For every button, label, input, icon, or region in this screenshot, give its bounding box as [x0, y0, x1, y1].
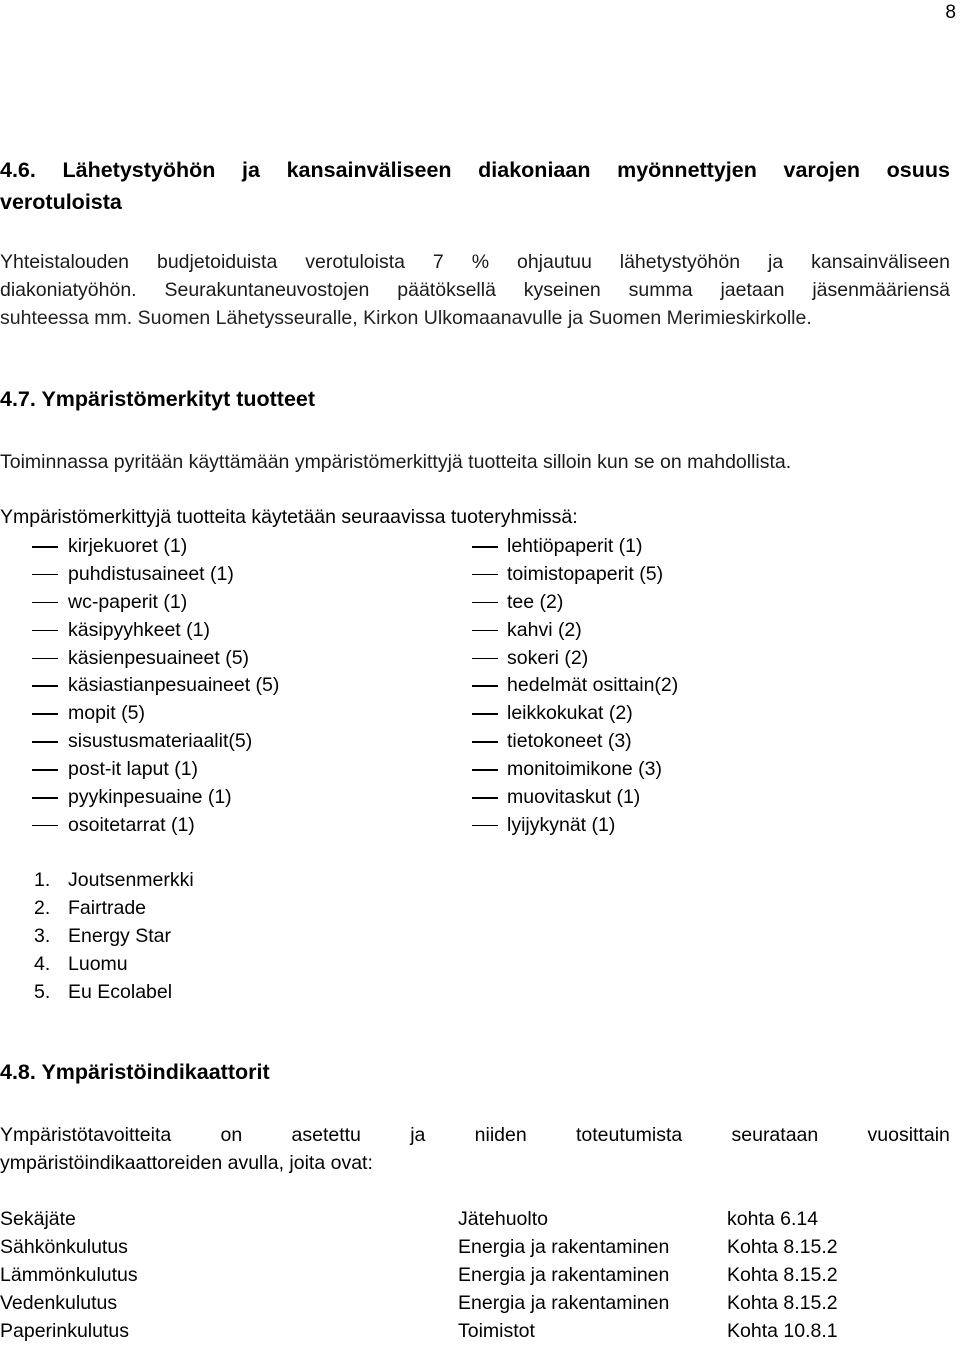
indicator-area: Toimistot [458, 1320, 535, 1342]
list-item: wc-paperit (1) [68, 590, 188, 613]
indicator-ref: kohta 6.14 [727, 1208, 819, 1230]
heading-word: myönnettyjen [617, 158, 757, 182]
section-4-6-paragraph [0, 248, 950, 332]
indicator-area: Jätehuolto [458, 1208, 548, 1230]
indicator-area: Energia ja rakentaminen [458, 1264, 670, 1286]
indicator-name: Lämmönkulutus [0, 1264, 138, 1286]
indicator-ref: Kohta 8.15.2 [727, 1236, 838, 1258]
heading-word: Lähetystyöhön [62, 158, 216, 182]
list-item: lyijykynät (1) [507, 813, 616, 836]
heading-word: osuus [886, 158, 950, 182]
dash-bullet-icon [32, 741, 58, 743]
paragraph-word: vuosittain [867, 1124, 950, 1146]
dash-bullet-icon [472, 685, 498, 687]
ecolabel-name: Fairtrade [68, 897, 147, 919]
list-row [0, 811, 960, 839]
paragraph-word: Ympäristötavoitteita [0, 1124, 172, 1146]
heading-word: diakoniaan [478, 158, 591, 182]
dash-bullet-icon [32, 713, 58, 715]
indicator-ref: Kohta 10.8.1 [727, 1320, 838, 1342]
table-row [0, 1289, 960, 1317]
indicator-name: Sähkönkulutus [0, 1236, 128, 1258]
paragraph-word: Yhteistalouden [0, 251, 130, 273]
dash-bullet-icon [472, 574, 498, 576]
paragraph-word: jäsenmääriensä [812, 279, 950, 301]
paragraph-word: päätöksellä [397, 279, 496, 301]
list-item: puhdistusaineet (1) [68, 562, 234, 585]
list-item: hedelmät osittain(2) [507, 674, 679, 697]
list-item: kahvi (2) [507, 618, 582, 641]
dash-bullet-icon [472, 630, 498, 632]
list-item: käsienpesuaineet (5) [68, 646, 250, 669]
ecolabel-name: Luomu [68, 953, 128, 975]
paragraph-word: % [471, 251, 490, 273]
heading-word: varojen [783, 158, 860, 182]
list-number: 1. [34, 869, 51, 891]
list-row [0, 560, 960, 588]
section-4-7-heading: 4.7. Ympäristömerkityt tuotteet [0, 387, 316, 411]
paragraph-word: verotuloista [305, 251, 405, 273]
indicator-table [0, 1205, 960, 1345]
list-item: sisustusmateriaalit(5) [68, 730, 253, 753]
heading-word: kansainväliseen [286, 158, 452, 182]
dash-bullet-icon [472, 769, 498, 771]
heading-word: 4.6. [0, 158, 36, 182]
list-item: käsiastianpesuaineet (5) [68, 674, 280, 697]
paragraph-word: ja [410, 1124, 426, 1146]
indicator-ref: Kohta 8.15.2 [727, 1264, 838, 1286]
dash-bullet-icon [32, 574, 58, 576]
dash-bullet-icon [32, 797, 58, 799]
dash-bullet-icon [472, 713, 498, 715]
paragraph-word: niiden [474, 1124, 527, 1146]
section-4-7-intro: Toiminnassa pyritään käyttämään ympäristömerkittyjä tuotteita silloin kun se on mahdollista. [0, 451, 792, 473]
section-4-8-paragraph [0, 1121, 950, 1177]
heading-word: ja [242, 158, 260, 182]
list-item: tietokoneet (3) [507, 730, 632, 753]
dash-bullet-icon [472, 797, 498, 799]
paragraph-word: kyseinen [523, 279, 601, 301]
dash-bullet-icon [472, 658, 498, 660]
ecolabel-name: Eu Ecolabel [68, 981, 173, 1003]
paragraph-word: Seurakuntaneuvostojen [164, 279, 370, 301]
dash-bullet-icon [32, 769, 58, 771]
list-row [0, 532, 960, 560]
list-number: 2. [34, 897, 51, 919]
ecolabel-name: Energy Star [68, 925, 171, 947]
paragraph-word: summa [628, 279, 693, 301]
list-item: tee (2) [507, 590, 564, 613]
list-item: lehtiöpaperit (1) [507, 535, 643, 557]
list-row [0, 671, 960, 699]
list-item: sokeri (2) [507, 646, 589, 669]
dash-bullet-icon [472, 602, 498, 604]
paragraph-word: lähetystyöhön [619, 251, 741, 273]
paragraph-word: budjetoiduista [156, 251, 278, 273]
table-row [0, 1261, 960, 1289]
list-item: osoitetarrat (1) [68, 813, 195, 836]
paragraph-word: 7 [432, 251, 444, 273]
dash-bullet-icon [32, 658, 58, 660]
indicator-name: Sekäjäte [0, 1208, 76, 1230]
ecolabel-name: Joutsenmerkki [68, 869, 194, 891]
indicator-name: Vedenkulutus [0, 1292, 118, 1314]
product-group-list [0, 532, 960, 839]
dash-bullet-icon [472, 741, 498, 743]
list-item: käsipyyhkeet (1) [68, 618, 210, 641]
table-row [0, 1205, 960, 1233]
list-row [0, 727, 960, 755]
list-number: 5. [34, 981, 51, 1003]
paragraph-word: on [220, 1124, 243, 1146]
heading-line-1 [0, 154, 950, 186]
paragraph-line-1 [0, 1121, 950, 1149]
list-item: toimistopaperit (5) [507, 562, 664, 585]
list-item: muovitaskut (1) [507, 786, 641, 809]
list-row [0, 699, 960, 727]
paragraph-word: asetettu [291, 1124, 361, 1146]
paragraph-word: seurataan [731, 1124, 819, 1146]
dash-bullet-icon [32, 546, 58, 548]
dash-bullet-icon [32, 825, 58, 827]
paragraph-word: ja [768, 251, 784, 273]
list-item: mopit (5) [68, 702, 145, 725]
list-item: monitoimikone (3) [507, 758, 662, 781]
list-number: 4. [34, 953, 51, 975]
list-row [0, 616, 960, 644]
product-groups-intro: Ympäristömerkittyjä tuotteita käytetään seuraavissa tuoteryhmissä: [0, 506, 578, 528]
table-row [0, 1317, 960, 1345]
heading-line-2: verotuloista [0, 190, 122, 214]
paragraph-line-3: suhteessa mm. Suomen Lähetysseuralle, Kirkon Ulkomaanavulle ja Suomen Merimieskirkolle. [0, 307, 812, 329]
dash-bullet-icon [32, 685, 58, 687]
list-item: kirjekuoret (1) [68, 535, 188, 557]
section-4-6-heading [0, 154, 950, 218]
page-number: 8 [945, 2, 956, 23]
paragraph-word: toteutumista [575, 1124, 683, 1146]
list-row [0, 755, 960, 783]
list-item: leikkokukat (2) [507, 702, 633, 725]
table-row [0, 1233, 960, 1261]
paragraph-word: kansainväliseen [811, 251, 950, 273]
list-row [0, 783, 960, 811]
paragraph-line-1 [0, 248, 950, 276]
paragraph-line-2: ympäristöindikaattoreiden avulla, joita ovat: [0, 1152, 373, 1174]
list-item: post-it laput (1) [68, 758, 199, 781]
indicator-area: Energia ja rakentaminen [458, 1292, 670, 1314]
dash-bullet-icon [472, 546, 498, 548]
dash-bullet-icon [32, 630, 58, 632]
section-4-8-heading: 4.8. Ympäristöindikaattorit [0, 1060, 270, 1084]
paragraph-word: diakoniatyöhön. [0, 279, 137, 301]
list-number: 3. [34, 925, 51, 947]
indicator-ref: Kohta 8.15.2 [727, 1292, 838, 1314]
list-row [0, 644, 960, 672]
paragraph-word: ohjautuu [516, 251, 592, 273]
indicator-area: Energia ja rakentaminen [458, 1236, 670, 1258]
dash-bullet-icon [32, 602, 58, 604]
list-row [0, 588, 960, 616]
paragraph-line-2 [0, 276, 950, 304]
paragraph-word: jaetaan [720, 279, 785, 301]
dash-bullet-icon [472, 825, 498, 827]
indicator-name: Paperinkulutus [0, 1320, 129, 1342]
list-item: pyykinpesuaine (1) [68, 786, 232, 809]
